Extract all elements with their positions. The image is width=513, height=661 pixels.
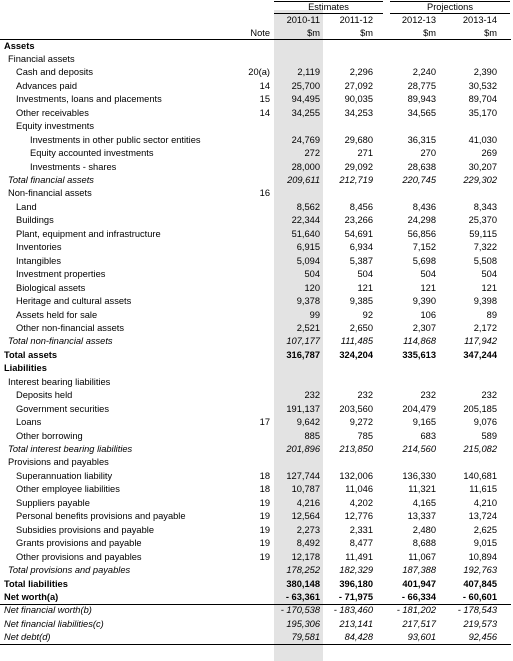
row-value: 217,517: [402, 618, 436, 629]
row-value: - 66,334: [401, 591, 436, 602]
row-value: 90,035: [344, 94, 373, 105]
row-value: 106: [420, 309, 436, 320]
row-value: 203,560: [339, 403, 373, 414]
row-value: 79,581: [291, 632, 320, 643]
table-row: [0, 94, 513, 106]
row-value: 107,177: [286, 336, 320, 347]
row-value: 127,744: [286, 470, 320, 481]
row-value: 34,253: [344, 107, 373, 118]
row-value: - 170,538: [280, 605, 320, 616]
row-value: 8,456: [349, 201, 373, 212]
row-value: 214,560: [402, 444, 436, 454]
row-label: Assets: [4, 40, 35, 51]
row-label: Cash and deposits: [16, 67, 94, 78]
table-row: [0, 552, 513, 564]
row-label: Government securities: [16, 403, 110, 414]
row-value: - 181,202: [396, 605, 436, 616]
row-value: 504: [420, 269, 436, 280]
row-label: Liabilities: [4, 363, 47, 374]
row-value: 204,479: [402, 403, 436, 414]
row-value: 785: [357, 430, 373, 441]
row-value: 885: [304, 430, 320, 441]
row-value: 121: [357, 282, 373, 293]
row-label: Heritage and cultural assets: [16, 296, 132, 307]
table-row: [0, 162, 513, 174]
row-value: 9,390: [412, 296, 436, 307]
row-value: 11,046: [345, 484, 373, 495]
row-value: 9,076: [473, 417, 497, 428]
row-value: 25,700: [291, 80, 320, 91]
row-note: 20(a): [248, 67, 270, 78]
row-value: 56,856: [407, 228, 436, 239]
row-value: 2,296: [349, 67, 373, 78]
row-value: 29,092: [344, 161, 373, 172]
row-label: Total interest bearing liabilities: [8, 444, 133, 454]
row-value: 380,148: [286, 578, 320, 589]
row-value: 54,691: [344, 228, 373, 239]
row-note: 18: [259, 484, 270, 495]
row-value: 316,787: [286, 349, 320, 360]
row-value: 22,344: [291, 215, 320, 226]
table-row: [0, 256, 513, 268]
row-value: 9,165: [412, 417, 436, 428]
row-value: 271: [357, 148, 373, 159]
table-row: [0, 565, 513, 577]
table-row: [0, 511, 513, 523]
row-value: 9,642: [296, 417, 320, 428]
table-row: [0, 175, 513, 187]
row-label: Other borrowing: [16, 430, 83, 441]
row-value: - 178,543: [457, 605, 497, 616]
row-value: 12,776: [344, 511, 373, 522]
table-row: [0, 215, 513, 227]
row-value: 232: [481, 390, 497, 401]
table-row: [0, 108, 513, 120]
year-header-2010-11: 2010-11: [286, 15, 320, 25]
row-value: 213,141: [339, 618, 373, 629]
row-value: 2,331: [349, 524, 373, 535]
row-value: 28,000: [291, 161, 320, 172]
row-value: 9,398: [473, 296, 497, 307]
row-label: Suppliers payable: [16, 497, 90, 508]
row-label: Provisions and payables: [8, 457, 109, 468]
row-value: 41,030: [468, 134, 497, 145]
row-value: 92: [362, 309, 373, 320]
row-label: Investments in other public sector entities: [30, 134, 201, 145]
row-value: 182,329: [339, 565, 373, 576]
table-row: [0, 323, 513, 335]
row-value: 2,390: [473, 67, 497, 78]
row-value: 12,564: [291, 511, 320, 522]
row-label: Non-financial assets: [8, 188, 92, 199]
row-value: 30,532: [468, 80, 497, 91]
row-value: 8,343: [473, 201, 497, 212]
estimates-heading: Estimates: [308, 2, 349, 12]
row-note: 14: [259, 107, 270, 118]
table-row: [0, 350, 513, 362]
row-value: 589: [481, 430, 497, 441]
row-value: 2,172: [473, 322, 497, 333]
row-value: 35,170: [468, 107, 497, 118]
unit-header: $m: [360, 28, 373, 38]
row-value: 99: [309, 309, 320, 320]
row-value: 2,273: [296, 524, 320, 535]
row-label: Interest bearing liabilities: [8, 376, 111, 387]
row-label: Other receivables: [16, 107, 89, 118]
row-label: Net financial worth(b): [4, 605, 92, 616]
row-value: 9,385: [349, 296, 373, 307]
table-row: [0, 404, 513, 416]
row-label: Land: [16, 201, 37, 212]
row-label: Plant, equipment and infrastructure: [16, 228, 161, 239]
row-label: Net worth(a): [4, 591, 59, 602]
row-value: 27,092: [344, 80, 373, 91]
row-value: 2,119: [297, 67, 320, 78]
year-header-2011-12: 2011-12: [339, 15, 373, 25]
row-value: 89,704: [468, 94, 497, 105]
row-note: 17: [259, 417, 270, 428]
row-value: 6,915: [296, 242, 320, 253]
table-row: [0, 431, 513, 443]
row-value: 59,115: [469, 228, 497, 239]
row-value: 7,322: [473, 242, 497, 253]
row-label: Equity accounted investments: [30, 148, 154, 159]
row-value: 51,640: [291, 228, 320, 239]
row-value: 401,947: [402, 578, 436, 589]
row-value: - 60,601: [462, 591, 497, 602]
row-label: Total liabilities: [4, 578, 68, 589]
row-value: 4,210: [473, 497, 497, 508]
row-value: 120: [304, 282, 320, 293]
row-value: 2,650: [349, 322, 373, 333]
row-note: 19: [259, 524, 270, 535]
table-row: [0, 81, 513, 93]
row-label: Loans: [16, 417, 42, 428]
table-row: [0, 605, 513, 617]
row-value: 12,178: [291, 551, 320, 562]
row-note: 15: [259, 94, 270, 105]
row-value: 5,508: [473, 255, 497, 266]
row-note: 18: [259, 470, 270, 481]
unit-header: $m: [484, 28, 497, 38]
row-value: 191,137: [286, 403, 320, 414]
table-row: [0, 336, 513, 348]
row-value: 30,207: [468, 161, 497, 172]
row-value: 229,302: [463, 175, 497, 185]
row-value: 178,252: [286, 565, 320, 576]
table-row: [0, 135, 513, 147]
row-value: 324,204: [339, 349, 373, 360]
row-value: 2,480: [412, 524, 436, 535]
row-value: 5,698: [412, 255, 436, 266]
table-row: [0, 390, 513, 402]
table-row: [0, 296, 513, 308]
table-row: [0, 242, 513, 254]
row-note: 19: [259, 497, 270, 508]
row-value: 187,388: [402, 565, 436, 576]
row-value: 4,165: [412, 497, 436, 508]
row-value: 8,688: [412, 538, 436, 549]
table-row: [0, 148, 513, 160]
row-label: Net debt(d): [4, 632, 51, 643]
row-value: 111,485: [340, 336, 373, 347]
row-value: 114,868: [403, 336, 436, 347]
row-label: Grants provisions and payable: [16, 538, 142, 549]
row-value: 209,611: [287, 175, 320, 185]
row-label: Total non-financial assets: [8, 336, 113, 347]
row-value: 212,719: [339, 175, 373, 185]
table-row: [0, 41, 513, 53]
row-value: 11,067: [408, 551, 436, 562]
row-note: 19: [259, 511, 270, 522]
row-value: 272: [304, 148, 320, 159]
row-label: Deposits held: [16, 390, 73, 401]
table-row: [0, 525, 513, 537]
row-value: 347,244: [463, 349, 497, 360]
row-label: Net financial liabilities(c): [4, 618, 104, 629]
row-value: 89: [486, 309, 497, 320]
row-label: Other provisions and payables: [16, 551, 142, 562]
row-value: 94,495: [291, 94, 320, 105]
row-note: 19: [259, 551, 270, 562]
table-row: [0, 457, 513, 469]
row-value: 335,613: [402, 349, 436, 360]
table-row: [0, 121, 513, 133]
row-label: Total financial assets: [8, 175, 94, 185]
row-label: Other employee liabilities: [16, 484, 120, 495]
row-value: 121: [420, 282, 436, 293]
row-value: 504: [481, 269, 497, 280]
row-note: 14: [259, 80, 270, 91]
table-row: [0, 592, 513, 604]
row-label: Equity investments: [16, 121, 95, 132]
row-label: Investments - shares: [30, 161, 117, 172]
table-row: [0, 188, 513, 200]
table-row: [0, 471, 513, 483]
row-label: Advances paid: [16, 80, 77, 91]
row-label: Total assets: [4, 349, 58, 360]
row-label: Assets held for sale: [16, 309, 98, 320]
row-value: 8,477: [349, 538, 373, 549]
table-row: [0, 229, 513, 241]
row-value: 136,330: [402, 470, 436, 481]
row-value: 2,625: [473, 524, 497, 535]
row-note: 19: [259, 538, 270, 549]
row-value: 8,492: [296, 538, 320, 549]
row-value: 192,763: [463, 565, 497, 576]
row-value: 213,850: [339, 444, 373, 454]
row-label: Total provisions and payables: [8, 565, 131, 576]
row-value: 201,896: [286, 444, 320, 454]
row-value: 504: [357, 269, 373, 280]
table-row: [0, 67, 513, 79]
row-label: Inventories: [16, 242, 62, 253]
row-value: 11,321: [408, 484, 436, 495]
table-row: [0, 538, 513, 550]
row-label: Subsidies provisions and payable: [16, 524, 154, 535]
row-value: 117,942: [464, 336, 497, 347]
row-value: 34,255: [291, 107, 320, 118]
table-row: [0, 283, 513, 295]
row-value: 24,769: [291, 134, 320, 145]
row-label: Biological assets: [16, 282, 86, 293]
row-value: 10,787: [291, 484, 320, 495]
row-value: 23,266: [344, 215, 373, 226]
row-value: 93,601: [407, 632, 436, 643]
year-header-2013-14: 2013-14: [462, 15, 497, 25]
row-value: 407,845: [463, 578, 497, 589]
row-value: 205,185: [463, 403, 497, 414]
row-label: Buildings: [16, 215, 54, 226]
row-value: 4,216: [296, 497, 320, 508]
row-value: 232: [304, 390, 320, 401]
row-value: 5,094: [296, 255, 320, 266]
row-value: 89,943: [407, 94, 436, 105]
row-value: 13,337: [407, 511, 436, 522]
table-row: [0, 202, 513, 214]
table-row: [0, 498, 513, 510]
row-value: 9,015: [473, 538, 497, 549]
row-value: 7,152: [412, 242, 436, 253]
row-value: 11,615: [469, 484, 497, 495]
row-value: 270: [420, 148, 436, 159]
table-row: [0, 377, 513, 389]
row-label: Other non-financial assets: [16, 322, 125, 333]
row-value: 34,565: [407, 107, 436, 118]
row-label: Intangibles: [16, 255, 61, 266]
row-value: 36,315: [407, 134, 436, 145]
row-value: 25,370: [468, 215, 497, 226]
row-value: 5,387: [349, 255, 373, 266]
row-value: 10,894: [468, 551, 497, 562]
row-value: 4,202: [349, 497, 373, 508]
row-value: 24,298: [407, 215, 436, 226]
row-value: 215,082: [463, 444, 497, 454]
row-value: 2,521: [296, 322, 320, 333]
table-row: [0, 632, 513, 644]
row-note: 16: [259, 188, 270, 199]
row-value: 140,681: [463, 470, 497, 481]
table-row: [0, 444, 513, 456]
unit-header: $m: [307, 28, 320, 38]
row-value: - 183,460: [333, 605, 373, 616]
table-row: [0, 310, 513, 322]
unit-header: $m: [423, 28, 436, 38]
year-header-2012-13: 2012-13: [401, 15, 436, 25]
row-value: 9,378: [296, 296, 320, 307]
row-value: 9,272: [349, 417, 373, 428]
row-value: 269: [481, 148, 497, 159]
row-label: Investments, loans and placements: [16, 94, 162, 105]
row-label: Personal benefits provisions and payable: [16, 511, 186, 522]
row-label: Financial assets: [8, 53, 75, 64]
row-value: 2,307: [412, 322, 436, 333]
row-value: 504: [304, 269, 320, 280]
row-value: - 71,975: [338, 591, 373, 602]
row-value: 232: [420, 390, 436, 401]
row-value: 11,491: [345, 551, 373, 562]
row-value: 121: [481, 282, 497, 293]
row-value: 13,724: [468, 511, 497, 522]
row-value: 28,775: [407, 80, 436, 91]
row-value: 28,638: [407, 161, 436, 172]
note-column-header: Note: [250, 28, 270, 38]
table-row: [0, 54, 513, 66]
row-value: 92,456: [468, 632, 497, 643]
row-value: 195,306: [286, 618, 320, 629]
row-value: 683: [420, 430, 436, 441]
row-value: 29,680: [344, 134, 373, 145]
row-value: - 63,361: [285, 591, 320, 602]
table-row: [0, 484, 513, 496]
row-value: 219,573: [463, 618, 497, 629]
row-label: Superannuation liability: [16, 470, 113, 481]
row-label: Investment properties: [16, 269, 106, 280]
table-row: [0, 363, 513, 375]
table-row: [0, 619, 513, 631]
row-value: 8,436: [412, 201, 436, 212]
row-value: 6,934: [349, 242, 373, 253]
row-value: 8,562: [296, 201, 320, 212]
table-row: [0, 579, 513, 591]
row-value: 232: [357, 390, 373, 401]
row-value: 2,240: [412, 67, 436, 78]
projections-heading: Projections: [427, 2, 473, 12]
row-value: 396,180: [339, 578, 373, 589]
table-row: [0, 269, 513, 281]
row-value: 132,006: [339, 470, 373, 481]
row-value: 84,428: [344, 632, 373, 643]
row-value: 220,745: [402, 175, 436, 185]
table-row: [0, 417, 513, 429]
